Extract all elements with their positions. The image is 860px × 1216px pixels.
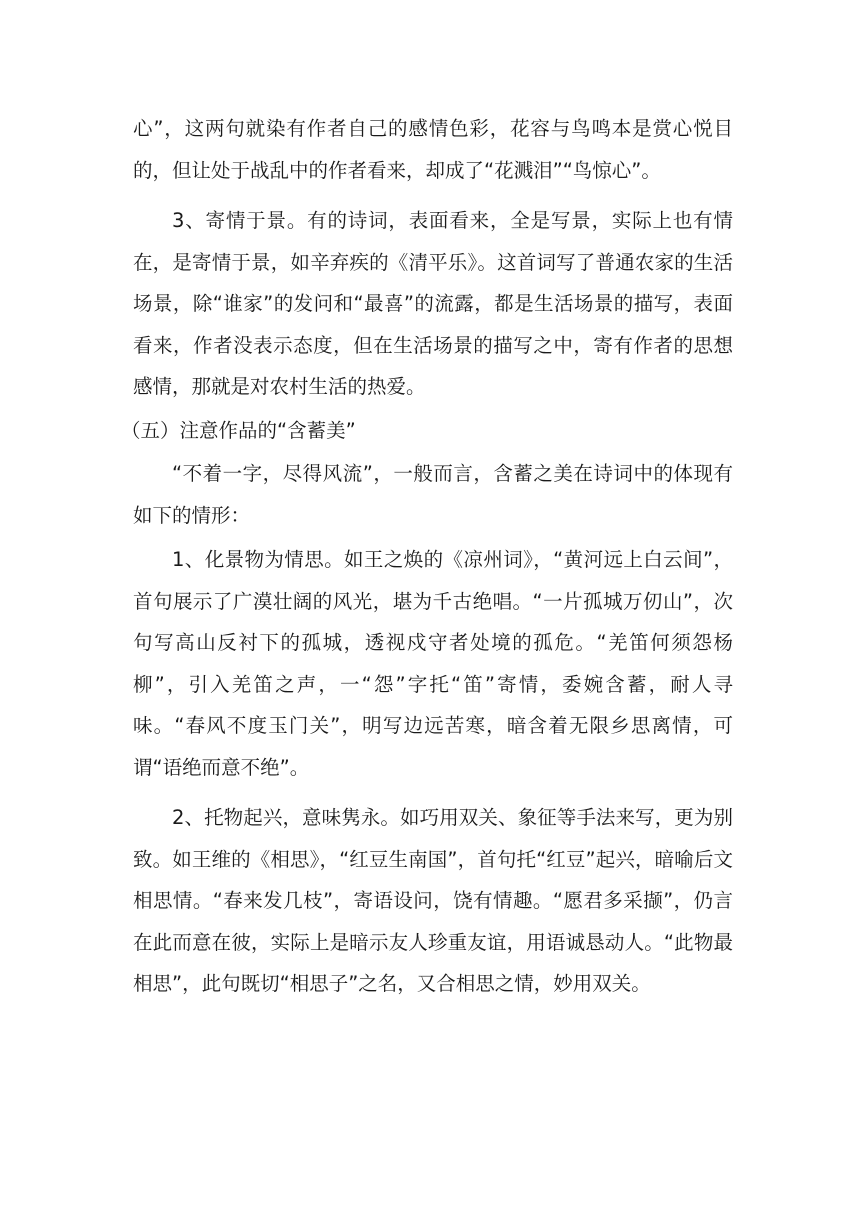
document-page — [121, 108, 733, 1005]
paragraph-point-2: 2、托物起兴，意味隽永。如巧用双关、象征等手法来写，更为别致。如王维的《相思》，“红豆生南国”，首句托“红豆”起兴，暗喻后文相思情。“春来发几枝”，寄语设问，饶有情趣。“愿君多采撷”，仍言在此而意在彼，实际上是暗示友人珍重友谊，用语诚恳动人。“此物最相思”，此句既切“相思子”之名，又合相思之情，妙用双关。 — [133, 806, 733, 995]
paragraph-continuation: 心”，这两句就染有作者自己的感情色彩，花容与鸟鸣本是赏心悦目的，但让处于战乱中的作者看来，却成了“花溅泪”“鸟惊心”。 — [133, 117, 733, 182]
section-heading-5: （五）注意作品的“含蓄美” — [121, 418, 356, 442]
paragraph-intro: “不着一字，尽得风流”，一般而言，含蓄之美在诗词中的体现有如下的情形： — [133, 462, 733, 527]
paragraph-point-1: 1、化景物为情思。如王之焕的《凉州词》，“黄河远上白云间”，首句展示了广漠壮阔的风光，堪为千古绝唱。“一片孤城万仞山”，次句写高山反衬下的孤城，透视戍守者处境的孤危。“羌笛何须怨杨柳”，引入羌笛之声，一“怨”字托“笛”寄情，委婉含蓄，耐人寻味。“春风不度玉门关”，明写边远苦寒，暗含着无限乡思离情，可谓“语绝而意不绝”。 — [133, 548, 733, 779]
paragraph-point-3: 3、寄情于景。有的诗词，表面看来，全是写景，实际上也有情在，是寄情于景，如辛弃疾的《清平乐》。这首词写了普通农家的生活场景，除“谁家”的发问和“最喜”的流露，都是生活场景的描写，表面看来，作者没表示态度，但在生活场景的描写之中，寄有作者的思想感情，那就是对农村生活的热爱。 — [133, 209, 733, 398]
